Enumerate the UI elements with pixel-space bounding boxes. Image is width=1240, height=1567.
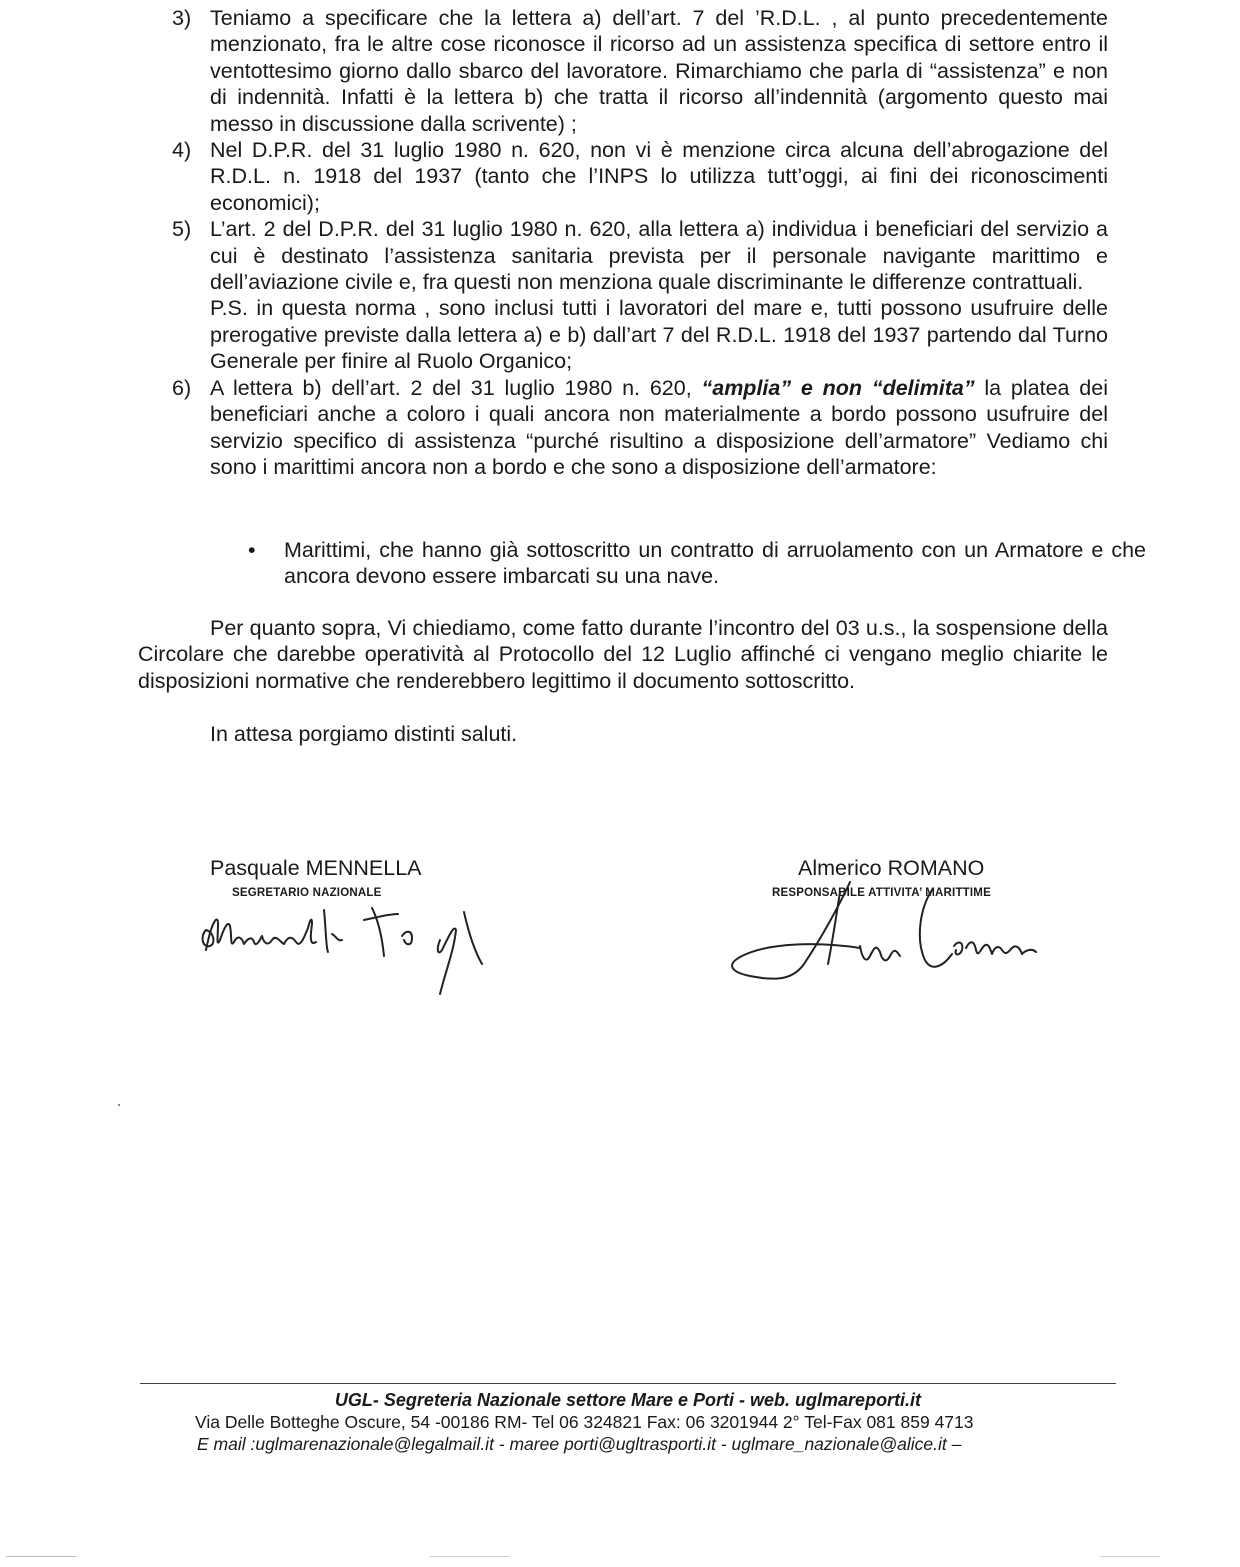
item-text: L’art. 2 del D.P.R. del 31 luglio 1980 n. 620, alla lettera a) individua i beneficiari del servizio a cui è destinato l’assistenza sanitaria prevista per il personale navigante marittimo e dell’aviazione civile e, fra questi non menziona quale discriminante le differenze contrattuali. — [210, 217, 1108, 295]
footer-title: UGL- Segreteria Nazionale settore Mare e Porti - web. uglmareporti.it — [334, 1390, 922, 1410]
item-text: Nel D.P.R. del 31 luglio 1980 n. 620, non vi è menzione circa alcuna dell’abrogazione del R.D.L. n. 1918 del 1937 (tanto che l’INPS lo utilizza tutt’oggi, ai fini dei riconoscimenti economici); — [210, 138, 1108, 215]
scan-speck — [1100, 1556, 1160, 1557]
scan-speck — [118, 1104, 120, 1106]
bullet-text: Marittimi, che hanno già sottoscritto un contratto di arruolamento con un Armatore e che ancora devono essere imbarcati su una nave. — [284, 538, 1146, 589]
handwritten-signature-left — [192, 890, 502, 1010]
handwritten-signature-right — [720, 868, 1050, 988]
item-number: 3) — [172, 6, 192, 30]
postscript-note: P.S. in questa norma , sono inclusi tutti i lavoratori del mare e, tutti possono usufruire delle prerogative previste dalla lettera a) e b) dall’art 7 del R.D.L. 1918 del 1937 partendo dal Turno Generale per finire al Ruolo Organico; — [210, 296, 1108, 374]
item-text: Teniamo a specificare che la lettera a) dell’art. 7 del ’R.D.L. , al punto precedentemente menzionato, fra le altre cose riconosce il ricorso ad un assistenza specifica di settore entro il ventottesimo giorno dallo sbarco del lavoratore. Rimarchiamo che parla di “assistenza” e non di indennità. Infatti è la lettera b) che tratta il ricorso all’indennità (argomento questo mai messo in discussione dalla scrivente) ; — [210, 6, 1108, 136]
item-number: 4) — [172, 138, 192, 163]
signatory-name-right: Almerico ROMANO — [798, 856, 985, 880]
signatory-name-left: Pasquale MENNELLA — [210, 856, 422, 880]
list-item — [172, 216, 1108, 374]
bullet-icon: • — [248, 538, 256, 562]
footer-address: Via Delle Botteghe Oscure, 54 -00186 RM- Tel 06 324821 Fax: 06 3201944 2° Tel-Fax 081 859 4713 — [195, 1412, 974, 1432]
emphasis-text: “amplia” e non “delimita” — [701, 375, 975, 400]
item-text-start: A lettera b) dell’art. 2 del 31 luglio 1980 n. 620, — [210, 375, 702, 400]
item-text — [210, 375, 1108, 481]
signatory-role-right: RESPONSABILE ATTIVITA’ MARITTIME — [772, 887, 991, 899]
scan-speck — [430, 1556, 510, 1557]
item-number: 5) — [172, 217, 192, 242]
letterhead-footer — [140, 1389, 1116, 1455]
signatory-role-left: SEGRETARIO NAZIONALE — [232, 887, 382, 899]
scan-speck — [6, 1556, 76, 1557]
item-number: 6) — [172, 375, 192, 400]
footer-emails: E mail :uglmarenazionale@legalmail.it - maree porti@ugltrasporti.it - uglmare_nazionale@alice.it – — [197, 1434, 962, 1454]
list-item — [172, 137, 1108, 216]
item-text-end: la platea dei beneficiari anche a coloro i quali ancora non materialmente a bordo possono usufruire del servizio specifico di assistenza “purché risultino a disposizione dell’armatore” Vediamo chi sono i marittimi ancora non a bordo e che sono a disposizione dell’armatore: — [210, 375, 1108, 479]
footer-divider — [140, 1383, 1116, 1384]
list-item — [172, 375, 1108, 481]
list-item — [172, 5, 1108, 137]
greeting: In attesa porgiamo distinti saluti. — [210, 722, 518, 746]
bullet-item — [248, 537, 1146, 590]
numbered-list — [172, 5, 1108, 480]
closing-paragraph: Per quanto sopra, Vi chiediamo, come fatto durante l’incontro del 03 u.s., la sospensione della Circolare che darebbe operatività al Protocollo del 12 Luglio affinché ci vengano meglio chiarite le disposizioni normative che renderebbero legittimo il documento sottoscritto. — [138, 616, 1108, 693]
